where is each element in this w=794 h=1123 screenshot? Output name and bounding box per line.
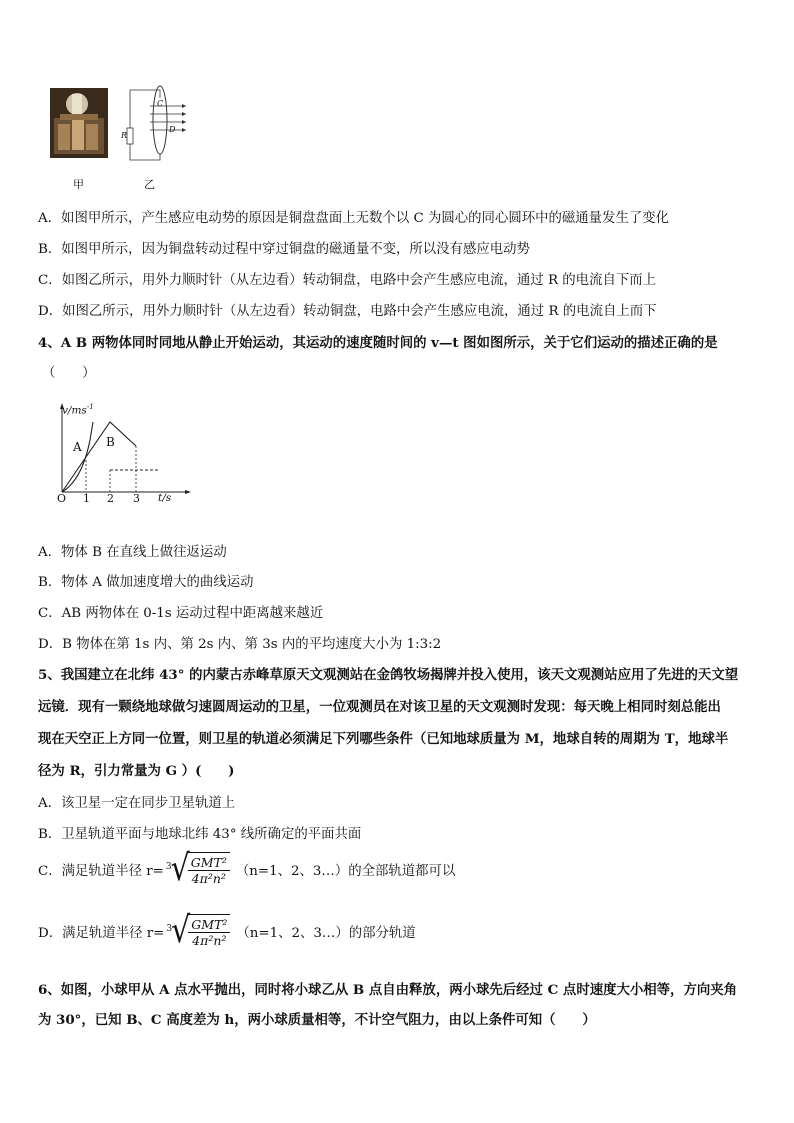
graph-xlabel: t/s — [158, 492, 172, 504]
caption-jia: 甲 — [73, 178, 84, 191]
q5-option-d — [38, 909, 416, 952]
q5-option-b: B．卫星轨道平面与地球北纬 43° 线所确定的平面共面 — [38, 827, 362, 842]
graph-tick-2: 2 — [107, 492, 114, 505]
caption-yi: 乙 — [144, 178, 155, 191]
q5-stem-line2: 远镜．现有一颗绕地球做匀速圆周运动的卫星，一位观测员在对该卫星的天文观测时发现：每天晚上相同时刻总能出 — [38, 699, 721, 715]
q4-option-b: B．物体 A 做加速度增大的曲线运动 — [38, 575, 254, 590]
q5-option-c-suffix: （n=1、2、3…）的全部轨道都可以 — [235, 863, 456, 879]
q5-stem-line3: 现在天空正上方同一位置，则卫星的轨道必须满足下列哪些条件（已知地球质量为 M，地球自转的周期为 T，地球半 — [38, 731, 729, 747]
curve-A — [62, 422, 93, 492]
q4-option-d: D．B 物体在第 1s 内、第 2s 内、第 3s 内的平均速度大小为 1:3:2 — [38, 637, 442, 652]
q5-option-c-prefix: C．满足轨道半径 r= — [38, 863, 164, 879]
figure-yi-circuit — [118, 80, 188, 164]
graph-label-A: A — [73, 440, 82, 454]
q5-stem-line1: 5、我国建立在北纬 43° 的内蒙古赤峰草原天文观测站在金鸽牧场揭牌并投入使用，该天文观测站应用了先进的天文望 — [38, 667, 739, 683]
graph-origin: O — [57, 492, 67, 505]
graph-tick-1: 1 — [83, 492, 90, 505]
graph-tick-3: 3 — [133, 492, 140, 505]
q3-option-c: C．如图乙所示，用外力顺时针（从左边看）转动铜盘，电路中会产生感应电流，通过 R 的电流自下而上 — [38, 273, 657, 288]
graph-ylabel: $v/ms^{-1}$ — [62, 403, 94, 417]
q5-option-a: A．该卫星一定在同步卫星轨道上 — [38, 796, 236, 811]
q4-option-a: A．物体 B 在直线上做往返运动 — [38, 545, 227, 560]
q6-stem-line1: 6、如图，小球甲从 A 点水平抛出，同时将小球乙从 B 点自由释放，两小球先后经过 C 点时速度大小相等，方向夹角 — [38, 982, 738, 998]
q5-stem-line4: 径为 R，引力常量为 G ）( ) — [38, 763, 235, 779]
figure-jia-photo — [50, 88, 108, 158]
label-D: D — [169, 125, 176, 134]
q3-option-a: A．如图甲所示，产生感应电动势的原因是铜盘盘面上无数个以 C 为圆心的同心圆环中的磁通量发生了变化 — [38, 211, 670, 226]
cube-root-formula-c: 3 √ $\frac{\text{GMT²}}{\text{4π²n²}}$ — [166, 852, 230, 886]
q5-option-d-prefix: D．满足轨道半径 r= — [38, 925, 165, 941]
q5-option-d-suffix: （n=1、2、3…）的部分轨道 — [236, 925, 416, 941]
q4-option-c: C．AB 两物体在 0-1s 运动过程中距离越来越近 — [38, 606, 324, 621]
q4-stem-line2: （ ） — [42, 366, 96, 381]
q3-option-d: D．如图乙所示，用外力顺时针（从左边看）转动铜盘，电路中会产生感应电流，通过 R 的电流自上而下 — [38, 304, 657, 319]
radical-icon: √ — [170, 847, 190, 890]
q3-option-b: B．如图甲所示，因为铜盘转动过程中穿过铜盘的磁通量不变，所以没有感应电动势 — [38, 242, 530, 257]
radical-icon: √ — [171, 909, 191, 952]
q6-stem-line2: 为 30°，已知 B、C 高度差为 h，两小球质量相等，不计空气阻力，由以上条件可知（ ） — [38, 1012, 596, 1028]
cube-root-formula-d: 3 √ $\frac{\text{GMT²}}{\text{4π²n²}}$ — [166, 914, 230, 948]
label-C: C — [157, 99, 164, 108]
q5-option-c — [38, 847, 456, 890]
graph-label-B: B — [106, 435, 115, 449]
label-R: R — [121, 131, 128, 140]
q4-stem-line1: 4、A B 两物体同时同地从静止开始运动，其运动的速度随时间的 v—t 图如图所示，关于它们运动的描述正确的是 — [38, 335, 718, 351]
